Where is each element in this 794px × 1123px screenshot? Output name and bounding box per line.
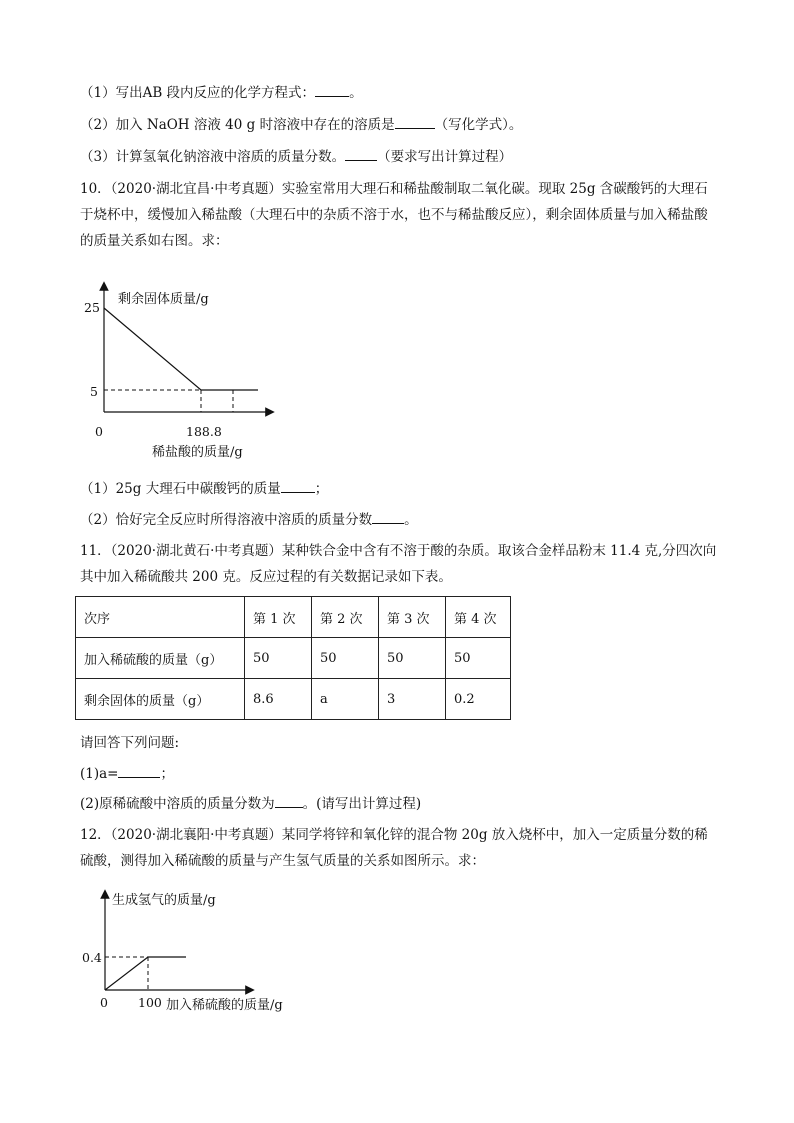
chart-remaining-solid — [82, 280, 322, 460]
answer-blank[interactable] — [345, 146, 377, 161]
q10-sub2-text: （2）恰好完全反应时所得溶液中溶质的质量分数 — [80, 512, 373, 528]
q11-text: 11．（2020·湖北黄石·中考真题）某种铁合金中含有不溶于酸的杂质。取该合金样品粉末 11.4 克,分四次向其中加入稀硫酸共 200 克。反应过程的有关数据记录如下表。 — [80, 543, 717, 585]
q11-sub2-end: 。(请写出计算过程) — [302, 796, 422, 812]
answer-blank[interactable] — [395, 114, 435, 129]
table-cell: 剩余固体的质量（g） — [76, 679, 245, 720]
y-tick-25: 25 — [84, 300, 100, 315]
x-tick-100: 100 — [138, 995, 162, 1010]
table-header-cell: 第 1 次 — [245, 597, 312, 638]
q9-sub2-text: （2）加入 NaOH 溶液 40 g 时溶液中存在的溶质是 — [80, 117, 395, 133]
y-axis-label: 生成氢气的质量/g — [112, 893, 216, 908]
data-line — [104, 308, 258, 390]
q9-sub3-text: （3）计算氢氧化钠溶液中溶质的质量分数。 — [80, 149, 346, 165]
q9-sub2 — [80, 114, 522, 135]
answer-blank[interactable] — [281, 478, 315, 493]
q11-data-table — [75, 596, 511, 720]
chart-hydrogen — [80, 884, 320, 1024]
table-header-cell: 次序 — [76, 597, 245, 638]
answer-blank[interactable] — [275, 793, 303, 808]
q10-text: 10．（2020·湖北宜昌·中考真题）实验室常用大理石和稀盐酸制取二氧化碳。现取 25g 含碳酸钙的大理石于烧杯中，缓慢加入稀盐酸（大理石中的杂质不溶于水，也不与稀盐酸反应），剩余固体质量与加入稀盐酸的质量关系如右图。求： — [80, 181, 708, 249]
q9-sub3-end: （要求写出计算过程） — [377, 149, 513, 165]
table-row — [76, 679, 511, 720]
table-cell: 50 — [379, 638, 446, 679]
q11-sub1-text: (1)a= — [80, 766, 119, 782]
y-tick-5: 5 — [90, 384, 98, 399]
q10-sub2 — [80, 509, 418, 530]
q9-sub1 — [80, 82, 363, 103]
q10-sub1-end: ； — [314, 481, 329, 497]
q9-sub2-end: （写化学式）。 — [434, 117, 523, 133]
table-cell: 8.6 — [245, 679, 312, 720]
table-cell: 加入稀硫酸的质量（g） — [76, 638, 245, 679]
table-header-cell: 第 4 次 — [446, 597, 511, 638]
x-axis-label: 加入稀硫酸的质量/g — [166, 998, 283, 1013]
x-axis-label: 稀盐酸的质量/g — [152, 445, 243, 460]
q9-sub1-end: 。 — [349, 85, 363, 101]
table-header-row — [76, 597, 511, 638]
table-header-cell: 第 3 次 — [379, 597, 446, 638]
q10-sub1 — [80, 478, 328, 499]
q11-sub2 — [80, 793, 421, 814]
q10-sub1-text: （1）25g 大理石中碳酸钙的质量 — [80, 481, 281, 497]
answer-blank[interactable] — [372, 509, 404, 524]
data-line — [105, 957, 186, 990]
y-axis-label: 剩余固体质量/g — [118, 292, 209, 307]
table-cell: 50 — [312, 638, 379, 679]
table-cell: a — [312, 679, 379, 720]
origin-label: 0 — [100, 995, 108, 1010]
table-cell: 50 — [446, 638, 511, 679]
answer-blank[interactable] — [118, 763, 160, 778]
q11-sub2-text: (2)原稀硫酸中溶质的质量分数为 — [80, 796, 275, 812]
answer-blank[interactable] — [315, 82, 349, 97]
q10-sub2-end: 。 — [404, 512, 418, 528]
q11-sub1 — [80, 763, 174, 784]
x-tick-188-8: 188.8 — [186, 424, 222, 439]
table-cell: 50 — [245, 638, 312, 679]
origin-label: 0 — [95, 424, 103, 439]
table-cell: 0.2 — [446, 679, 511, 720]
table-header-cell: 第 2 次 — [312, 597, 379, 638]
y-tick-0-4: 0.4 — [82, 950, 102, 965]
q9-sub1-text: （1）写出AB 段内反应的化学方程式： — [80, 85, 316, 101]
q11-prompt: 请回答下列问题: — [80, 735, 180, 751]
table-cell: 3 — [379, 679, 446, 720]
q12-text: 12．（2020·湖北襄阳·中考真题）某同学将锌和氧化锌的混合物 20g 放入烧杯中，加入一定质量分数的稀硫酸，测得加入稀硫酸的质量与产生氢气质量的关系如图所示。求： — [80, 827, 708, 869]
table-row — [76, 638, 511, 679]
q9-sub3 — [80, 146, 512, 167]
q11-sub1-end: ； — [160, 766, 174, 782]
